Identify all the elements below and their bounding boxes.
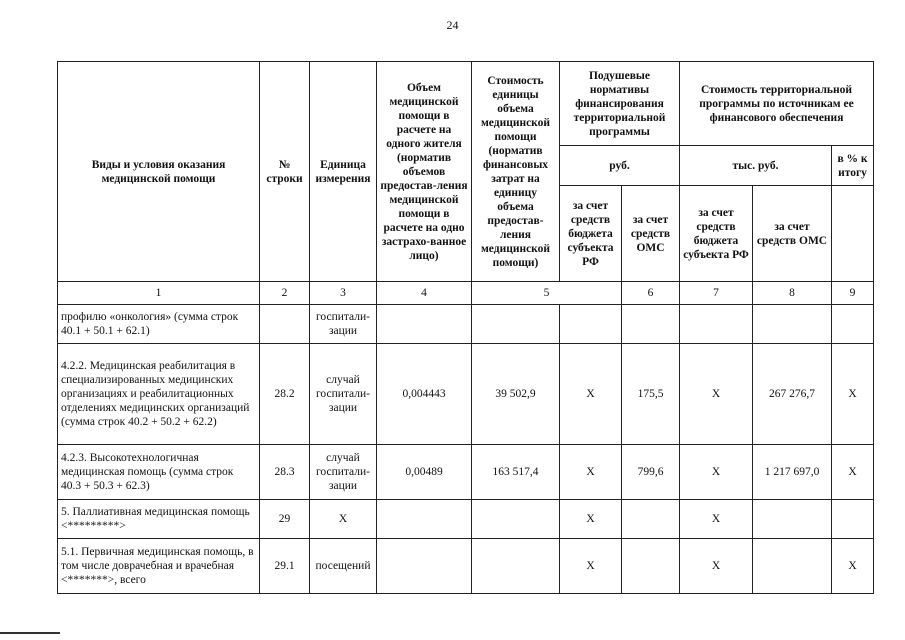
row-oms-rub <box>622 500 680 539</box>
header-kind: Виды и условия оказания медицинской помощи <box>58 62 260 282</box>
row-volume <box>377 305 472 344</box>
row-oms-rub <box>622 305 680 344</box>
row-number <box>260 305 310 344</box>
row-volume <box>377 500 472 539</box>
table-row <box>58 305 874 344</box>
table-row <box>58 344 874 445</box>
row-number: 29 <box>260 500 310 539</box>
row-unit: случай госпитали-зации <box>310 344 377 445</box>
row-budget-rub: X <box>560 500 622 539</box>
table-row <box>58 500 874 539</box>
row-oms-thous: 267 276,7 <box>753 344 832 445</box>
row-oms-rub: 799,6 <box>622 445 680 500</box>
row-number: 28.3 <box>260 445 310 500</box>
row-volume: 0,004443 <box>377 344 472 445</box>
row-oms-thous <box>753 539 832 594</box>
page-edge-line <box>0 632 60 634</box>
header-empty-9 <box>832 186 874 282</box>
header-program-cost: Стоимость территориальной программы по источникам ее финансового обеспечения <box>680 62 874 146</box>
row-oms-thous <box>753 500 832 539</box>
row-volume: 0,00489 <box>377 445 472 500</box>
col-number: 9 <box>832 282 874 305</box>
header-percapita: Подушевые нормативы финансирования территориальной программы <box>560 62 680 146</box>
row-budget-thous: X <box>680 344 753 445</box>
col-number: 1 <box>58 282 260 305</box>
header-src-oms-6: за счет средств ОМС <box>622 186 680 282</box>
row-unit: случай госпитали-зации <box>310 445 377 500</box>
col-number: 2 <box>260 282 310 305</box>
table-row <box>58 445 874 500</box>
row-kind: 4.2.3. Высокотехнологичная медицинская помощь (сумма строк 40.3 + 50.3 + 62.3) <box>58 445 260 500</box>
row-budget-rub: X <box>560 344 622 445</box>
row-budget-thous: X <box>680 500 753 539</box>
column-numbers-row <box>58 282 874 305</box>
row-unit: госпитали-зации <box>310 305 377 344</box>
col-number: 6 <box>622 282 680 305</box>
header-thous-rub: тыс. руб. <box>680 146 832 186</box>
header-src-oms-8: за счет средств ОМС <box>753 186 832 282</box>
col-number: 5 <box>472 282 622 305</box>
row-oms-thous: 1 217 697,0 <box>753 445 832 500</box>
row-unit: посещений <box>310 539 377 594</box>
row-pct <box>832 500 874 539</box>
financing-table <box>57 61 874 594</box>
header-pct-total: в % к итогу <box>832 146 874 186</box>
row-cost <box>472 305 560 344</box>
header-row-no: № строки <box>260 62 310 282</box>
header-src-budget-5: за счет средств бюджета субъекта РФ <box>560 186 622 282</box>
col-number: 3 <box>310 282 377 305</box>
row-cost <box>472 539 560 594</box>
row-pct: X <box>832 344 874 445</box>
header-volume: Объем медицинской помощи в расчете на одного жителя (норматив объемов предостав-ления медицинской помощи в расчете на одно застрахо-ванное лицо) <box>377 62 472 282</box>
row-pct <box>832 305 874 344</box>
row-budget-rub: X <box>560 539 622 594</box>
row-cost <box>472 500 560 539</box>
row-budget-thous: X <box>680 445 753 500</box>
header-cost: Стоимость единицы объема медицинской помощи (норматив финансовых затрат на единицу объема предостав-ления медицинской помощи) <box>472 62 560 282</box>
page-number: 24 <box>446 18 459 32</box>
row-oms-thous <box>753 305 832 344</box>
header-src-budget-7: за счет средств бюджета субъекта РФ <box>680 186 753 282</box>
row-pct: X <box>832 539 874 594</box>
col-number: 7 <box>680 282 753 305</box>
header-rub: руб. <box>560 146 680 186</box>
row-cost: 163 517,4 <box>472 445 560 500</box>
row-oms-rub: 175,5 <box>622 344 680 445</box>
row-volume <box>377 539 472 594</box>
row-kind: профилю «онкология» (сумма строк 40.1 + 50.1 + 62.1) <box>58 305 260 344</box>
row-budget-rub: X <box>560 445 622 500</box>
col-number: 4 <box>377 282 472 305</box>
col-number: 8 <box>753 282 832 305</box>
row-cost: 39 502,9 <box>472 344 560 445</box>
row-budget-rub <box>560 305 622 344</box>
header-unit: Единица измерения <box>310 62 377 282</box>
row-budget-thous: X <box>680 539 753 594</box>
row-number: 29.1 <box>260 539 310 594</box>
row-number: 28.2 <box>260 344 310 445</box>
header-row-1 <box>58 62 874 146</box>
row-kind: 5.1. Первичная медицинская помощь, в том числе доврачебная и врачебная <*******>, всего <box>58 539 260 594</box>
row-pct: X <box>832 445 874 500</box>
row-unit: X <box>310 500 377 539</box>
row-budget-thous <box>680 305 753 344</box>
row-kind: 5. Паллиативная медицинская помощь <*********> <box>58 500 260 539</box>
table-row <box>58 539 874 594</box>
row-kind: 4.2.2. Медицинская реабилитация в специализированных медицинских организациях и реабилитационных отделениях медицинских организаций (сумма строк 40.2 + 50.2 + 62.2) <box>58 344 260 445</box>
row-oms-rub <box>622 539 680 594</box>
